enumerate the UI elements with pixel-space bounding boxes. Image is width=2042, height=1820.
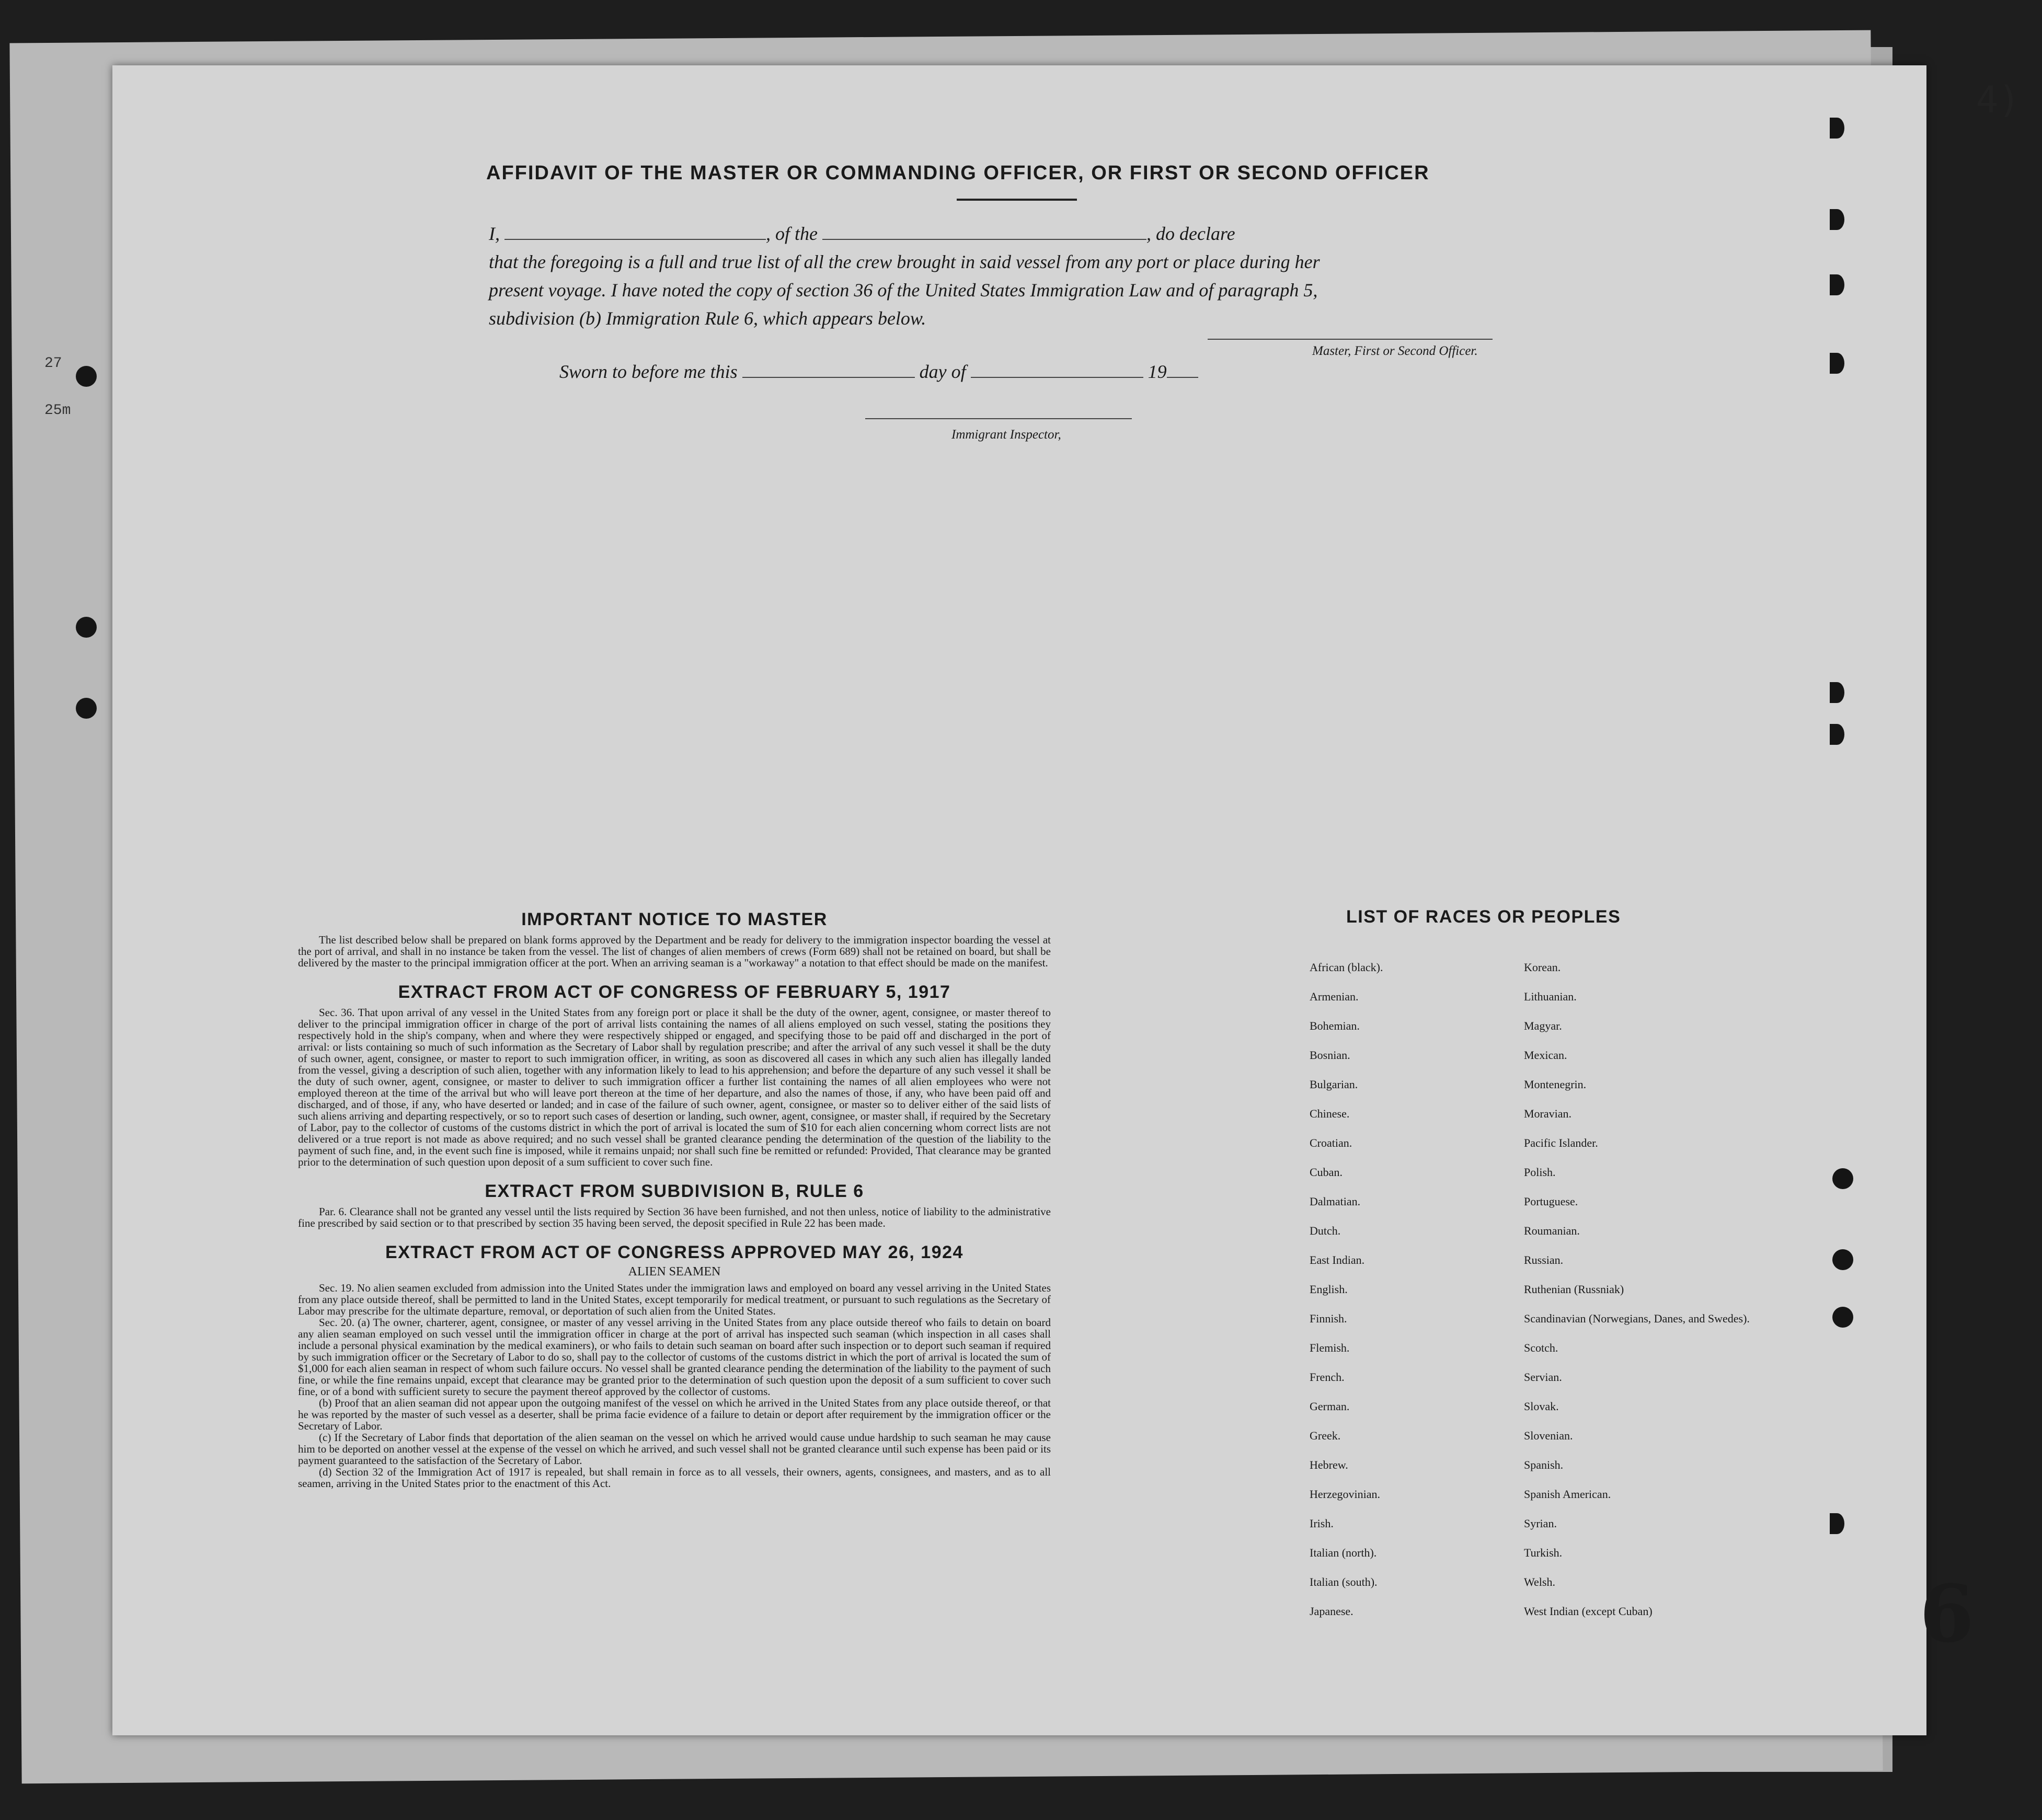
race-item: Pacific Islander. (1524, 1136, 1598, 1149)
title-rule (957, 199, 1077, 201)
race-item: Slovenian. (1524, 1429, 1573, 1442)
punch-hole (1830, 1513, 1844, 1534)
race-item: Welsh. (1524, 1575, 1555, 1588)
act1924-sec19: Sec. 19. No alien seamen excluded from admission into the United States under the immigration laws and employed on board any vessel arriving in the United States from any place outside thereof, shall be permitted to land in the United States, except temporarily for medical treatment, or pursuant to such regulations as the Secretary of Labor may prescribe for the ultimate departure, removal, or deportation of such alien from the United States. (298, 1282, 1051, 1317)
act1924-sec20d: (d) Section 32 of the Immigration Act of 1917 is repealed, but shall remain in force as to all vessels, their owners, agents, consignees, and masters, and as to all seamen, arriving in the United States prior to the enactment of this Act. (298, 1466, 1051, 1490)
rule6-text (298, 1206, 1051, 1229)
races-column-1 (1310, 953, 1508, 1626)
race-item: Bohemian. (1310, 1019, 1360, 1032)
corner-number-mark: 4) (1976, 78, 2021, 121)
declaration-of-the: , of the (766, 223, 818, 244)
sworn-label: Sworn to before me this (559, 361, 738, 382)
notice-paragraph: The list described below shall be prepared on blank forms approved by the Department and be ready for delivery to the immigration inspector boarding the vessel at the port of arrival, and shall in no instance be taken from the vessel. The list of changes of alien members of crews (Form 689) shall not be retained on board, but shall be delivered by the master to the principal immigration officer at the port. When an arriving seaman is a "workaway" a notation to that effect should be made on the manifest. (298, 934, 1051, 969)
act1924-sec20b: (b) Proof that an alien seaman did not appear upon the outgoing manifest of the vessel on which he arrived in the United States from any place outside thereof, or that he was reported by the master of such vessel as a deserter, shall be prima facie evidence of a failure to detain or deport after requirement by the immigration officer or the Secretary of Labor. (298, 1397, 1051, 1432)
race-item: German. (1310, 1400, 1350, 1413)
punch-hole (1832, 1249, 1853, 1270)
race-item: Hebrew. (1310, 1458, 1348, 1471)
punch-hole (1830, 724, 1844, 745)
race-item: Spanish American. (1524, 1488, 1611, 1501)
race-item: Italian (south). (1310, 1575, 1378, 1588)
race-item: Finnish. (1310, 1312, 1347, 1325)
punch-hole (1830, 353, 1844, 374)
race-item: Chinese. (1310, 1107, 1350, 1120)
race-item: French. (1310, 1370, 1345, 1384)
race-item: Herzegovinian. (1310, 1488, 1380, 1501)
inspector-caption: Immigrant Inspector, (951, 428, 1061, 442)
sworn-day-blank[interactable] (742, 377, 915, 378)
race-item: Syrian. (1524, 1517, 1557, 1530)
race-item: Bosnian. (1310, 1049, 1350, 1062)
rule6-paragraph: Par. 6. Clearance shall not be granted any vessel until the lists required by Section 36 have been furnished, and not then unless, notice of liability to the administrative fine prescribed by said section or to that prescribed by section 35 having been served, the deposit specified in Rule 22 has been made. (298, 1205, 1051, 1229)
race-item: Japanese. (1310, 1605, 1353, 1618)
race-item: Dalmatian. (1310, 1195, 1361, 1208)
races-title: LIST OF RACES OR PEOPLES (1346, 907, 1621, 927)
affidavit-title: AFFIDAVIT OF THE MASTER OR COMMANDING OFFICER, OR FIRST OR SECOND OFFICER (486, 162, 1430, 184)
punch-hole (1832, 1307, 1853, 1328)
act1924-heading: EXTRACT FROM ACT OF CONGRESS APPROVED MAY 26, 1924 (385, 1242, 963, 1262)
rule6-heading: EXTRACT FROM SUBDIVISION B, RULE 6 (485, 1181, 864, 1201)
sheet-number: 6 (1919, 1568, 1974, 1660)
race-item: West Indian (except Cuban) (1524, 1605, 1653, 1618)
declaration-line-3: present voyage. I have noted the copy of section 36 of the United States Immigration Law and of paragraph 5, (489, 280, 1318, 301)
declaration-line-4: subdivision (b) Immigration Rule 6, which appears below. (489, 308, 926, 329)
race-item: Korean. (1524, 961, 1561, 974)
race-item: Moravian. (1524, 1107, 1572, 1120)
name-blank[interactable] (504, 239, 766, 240)
race-item: Montenegrin. (1524, 1078, 1587, 1091)
master-signature-line[interactable] (1208, 339, 1493, 340)
race-item: East Indian. (1310, 1253, 1365, 1266)
margin-note-27: 27 (44, 355, 62, 372)
act1924-sec20a: Sec. 20. (a) The owner, charterer, agent, consignee, or master of any vessel arriving in the United States from any place outside thereof who fails to detain on board any alien seaman employed on such vessel until the immigration officer in charge at the port of arrival has inspected such seaman (which inspection in all cases shall include a personal physical examination by the medical examiners), or who fails to detain such seaman on board after such inspection or to deport such seaman if required by such immigration officer or the Secretary of Labor to do so, shall pay to the collector of customs of the customs district in which the port of arrival is located the sum of $1,000 for each alien seaman in respect of whom such failure occurs. No vessel shall be granted clearance pending the determination of the liability to the payment of such fine, or while the fine remains unpaid, except that clearance may be granted prior to the determination of such question upon the deposit of a sum sufficient to cover such fine, or of a bond with sufficient surety to secure the payment thereof approved by the collector of customs. (298, 1316, 1051, 1398)
race-item: Mexican. (1524, 1049, 1567, 1062)
race-item: African (black). (1310, 961, 1383, 974)
act1917-paragraph: Sec. 36. That upon arrival of any vessel in the United States from any foreign port or place it shall be the duty of the owner, agent, consignee, or master thereof to deliver to the principal immigration officer in charge of the port of arrival lists containing the names of all aliens employed on such vessel, stating the positions they respectively hold in the ship's company, when and where they were respectively shipped or engaged, and specifying those to be paid off and discharged in the port of arrival: or lists containing so much of such information as the Secretary of Labor shall by regulation prescribe; and after the arrival of any such vessel it shall be the duty of such owner, agent, consignee, or master to report to such immigration officer, in writing, as soon as discovered all cases in which any such alien has illegally landed from the vessel, giving a description of such alien, together with any information likely to lead to his apprehension; and before the departure of any such vessel it shall be the duty of such owner, agent, consignee, or master to deliver to such immigration officer a further list containing the names of all alien employees who were not employed thereon at the time of the arrival but who will leave port thereon at the time of her departure, and also the names of those, if any, who have been paid off and discharged, and of those, if any, who have deserted or landed; and in case of the failure of such owner, agent, consignee, or master so to deliver either of the said lists of such aliens arriving and departing respectively, or so to report such cases of desertion or landing, such owner, agent, consignee, or master shall, if required by the Secretary of Labor, pay to the collector of customs of the customs district in which the port of arrival is located the sum of $10 for each alien concerning whom correct lists are not delivered or a true report is not made as above required; and no such vessel shall be granted clearance pending the determination of the question of the liability to the payment of such fine, and, in the event such fine is imposed, while it remains unpaid; nor shall such fine be remitted or refunded: Provided, That clearance may be granted prior to the determination of such question upon deposit of a sum sufficient to cover such fine. (298, 1006, 1051, 1168)
race-item: Irish. (1310, 1517, 1334, 1530)
race-item: Slovak. (1524, 1400, 1559, 1413)
declaration-do-declare: , do declare (1146, 223, 1235, 244)
race-item: Russian. (1524, 1253, 1564, 1266)
sworn-year-blank[interactable] (1167, 377, 1198, 378)
race-item: Scandinavian (Norwegians, Danes, and Swedes). (1524, 1312, 1750, 1325)
race-item: Flemish. (1310, 1341, 1350, 1354)
race-item: Dutch. (1310, 1224, 1341, 1237)
binder-hole (76, 617, 97, 638)
margin-note-25m: 25m (44, 402, 71, 419)
race-item: Lithuanian. (1524, 990, 1577, 1003)
notice-heading: IMPORTANT NOTICE TO MASTER (521, 909, 828, 929)
race-item: Ruthenian (Russniak) (1524, 1283, 1624, 1296)
notice-text (298, 934, 1051, 969)
vessel-blank[interactable] (822, 239, 1146, 240)
punch-hole (1830, 274, 1844, 295)
regulations-column (298, 909, 1051, 1503)
race-item: Spanish. (1524, 1458, 1564, 1471)
act1917-heading: EXTRACT FROM ACT OF CONGRESS OF FEBRUARY 5, 1917 (398, 982, 951, 1002)
inspector-signature-line[interactable] (865, 418, 1132, 419)
declaration-line-1 (489, 220, 1490, 248)
race-item: Turkish. (1524, 1546, 1563, 1559)
race-item: Portuguese. (1524, 1195, 1578, 1208)
sworn-month-blank[interactable] (971, 377, 1143, 378)
races-column-2 (1524, 953, 1764, 1626)
race-item: Servian. (1524, 1370, 1562, 1384)
race-item: Croatian. (1310, 1136, 1352, 1149)
sworn-statement (559, 361, 1198, 383)
act1917-text (298, 1007, 1051, 1168)
declaration-line-2: that the foregoing is a full and true list of all the crew brought in said vessel from any port or place during her (489, 251, 1320, 272)
sworn-day-of: day of (919, 361, 966, 382)
punch-hole (1830, 118, 1844, 139)
race-item: Roumanian. (1524, 1224, 1580, 1237)
sworn-year: 19 (1148, 361, 1167, 382)
binder-hole (76, 698, 97, 719)
punch-hole (1830, 209, 1844, 230)
act1924-subheading: ALIEN SEAMEN (628, 1265, 721, 1278)
punch-hole (1832, 1168, 1853, 1189)
declaration-i: I, (489, 223, 500, 244)
race-item: Armenian. (1310, 990, 1359, 1003)
race-item: Scotch. (1524, 1341, 1558, 1354)
act1924-sec20c: (c) If the Secretary of Labor finds that deportation of the alien seaman on the vessel on which he arrived would cause undue hardship to such seaman he may cause him to be deported on another vessel at the expense of the vessel on which he arrived, and such vessel shall not be granted clearance until such expense has been paid or its payment guaranteed to the satisfaction of the Secretary of Labor. (298, 1431, 1051, 1467)
binder-hole (76, 366, 97, 387)
punch-hole (1830, 682, 1844, 703)
master-signature-caption: Master, First or Second Officer. (1312, 344, 1478, 358)
race-item: Magyar. (1524, 1019, 1562, 1032)
race-item: Bulgarian. (1310, 1078, 1358, 1091)
race-item: Cuban. (1310, 1166, 1343, 1179)
race-item: Polish. (1524, 1166, 1556, 1179)
declaration (489, 220, 1490, 332)
act1924-text (298, 1282, 1051, 1489)
race-item: Greek. (1310, 1429, 1341, 1442)
race-item: Italian (north). (1310, 1546, 1377, 1559)
race-item: English. (1310, 1283, 1348, 1296)
